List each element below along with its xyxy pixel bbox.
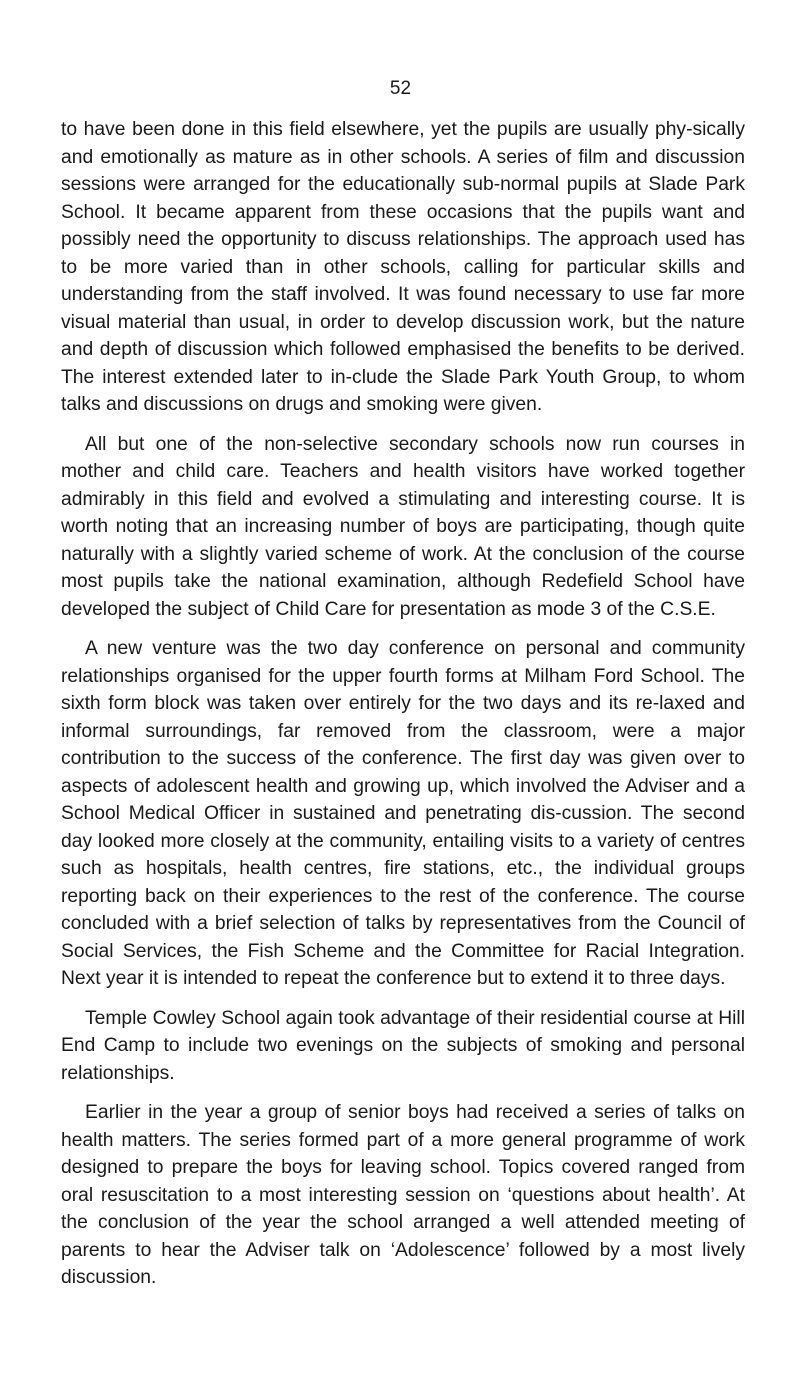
paragraph-milham-ford-conference: A new venture was the two day conference on personal and community relationships organised for the upper fourth forms at Milham Ford School. The sixth form block was taken over entirely for the two days and its re-laxed and informal surroundings, far removed from the classroom, were a major contribution to the success of the conference. The first day was given over to aspects of adolescent health and growing up, which involved the Adviser and a School Medical Officer in sustained and penetrating dis-cussion. The second day looked more closely at the community, entailing visits to a variety of centres such as hospitals, health centres, fire stations, etc., the individual groups reporting back on their experiences to the rest of the conference. The course concluded with a brief selection of talks by representatives from the Council of Social Services, the Fish Scheme and the Committee for Racial Integration. Next year it is intended to repeat the conference but to extend it to three days. xyxy=(61,638,745,989)
page-number: 52 xyxy=(389,78,412,99)
paragraph-mother-child-care: All but one of the non-selective secondary schools now run courses in mother and child care. Teachers and health visitors have worked together admirably in this field and evolved a stimulating and interesting course. It is worth noting that an increasing number of boys are participating, though quite naturally with a slightly varied scheme of work. At the conclusion of the course most pupils take the national examination, although Redefield School have developed the subject of Child Care for presentation as mode 3 of the C.S.E. xyxy=(61,433,745,620)
paragraph-temple-cowley: Temple Cowley School again took advantage of their residential course at Hill End Camp to include two evenings on the subjects of smoking and personal relationships. xyxy=(61,1007,745,1084)
paragraph-continuation: to have been done in this field elsewhere, yet the pupils are usually phy-sically and emotionally as mature as in other schools. A series of film and discussion sessions were arranged for the educationally sub-normal pupils at Slade Park School. It became apparent from these occasions that the pupils want and possibly need the opportunity to discuss relationships. The approach used has to be more varied than in other schools, calling for particular skills and understanding from the staff involved. It was found necessary to use far more visual material than usual, in order to develop discussion work, but the nature and depth of discussion which followed emphasised the benefits to be derived. The interest extended later to in-clude the Slade Park Youth Group, to whom talks and discussions on drugs and smoking were given. xyxy=(61,119,745,415)
paragraph-senior-boys-talks: Earlier in the year a group of senior boys had received a series of talks on health matters. The series formed part of a more general programme of work designed to prepare the boys for leaving school. Topics covered ranged from oral resuscitation to a most interesting session on ‘questions about health’. At the conclusion of the year the school arranged a well attended meeting of parents to hear the Adviser talk on ‘Adolescence’ followed by a most lively discussion. xyxy=(61,1102,745,1288)
body-text xyxy=(61,116,745,1304)
